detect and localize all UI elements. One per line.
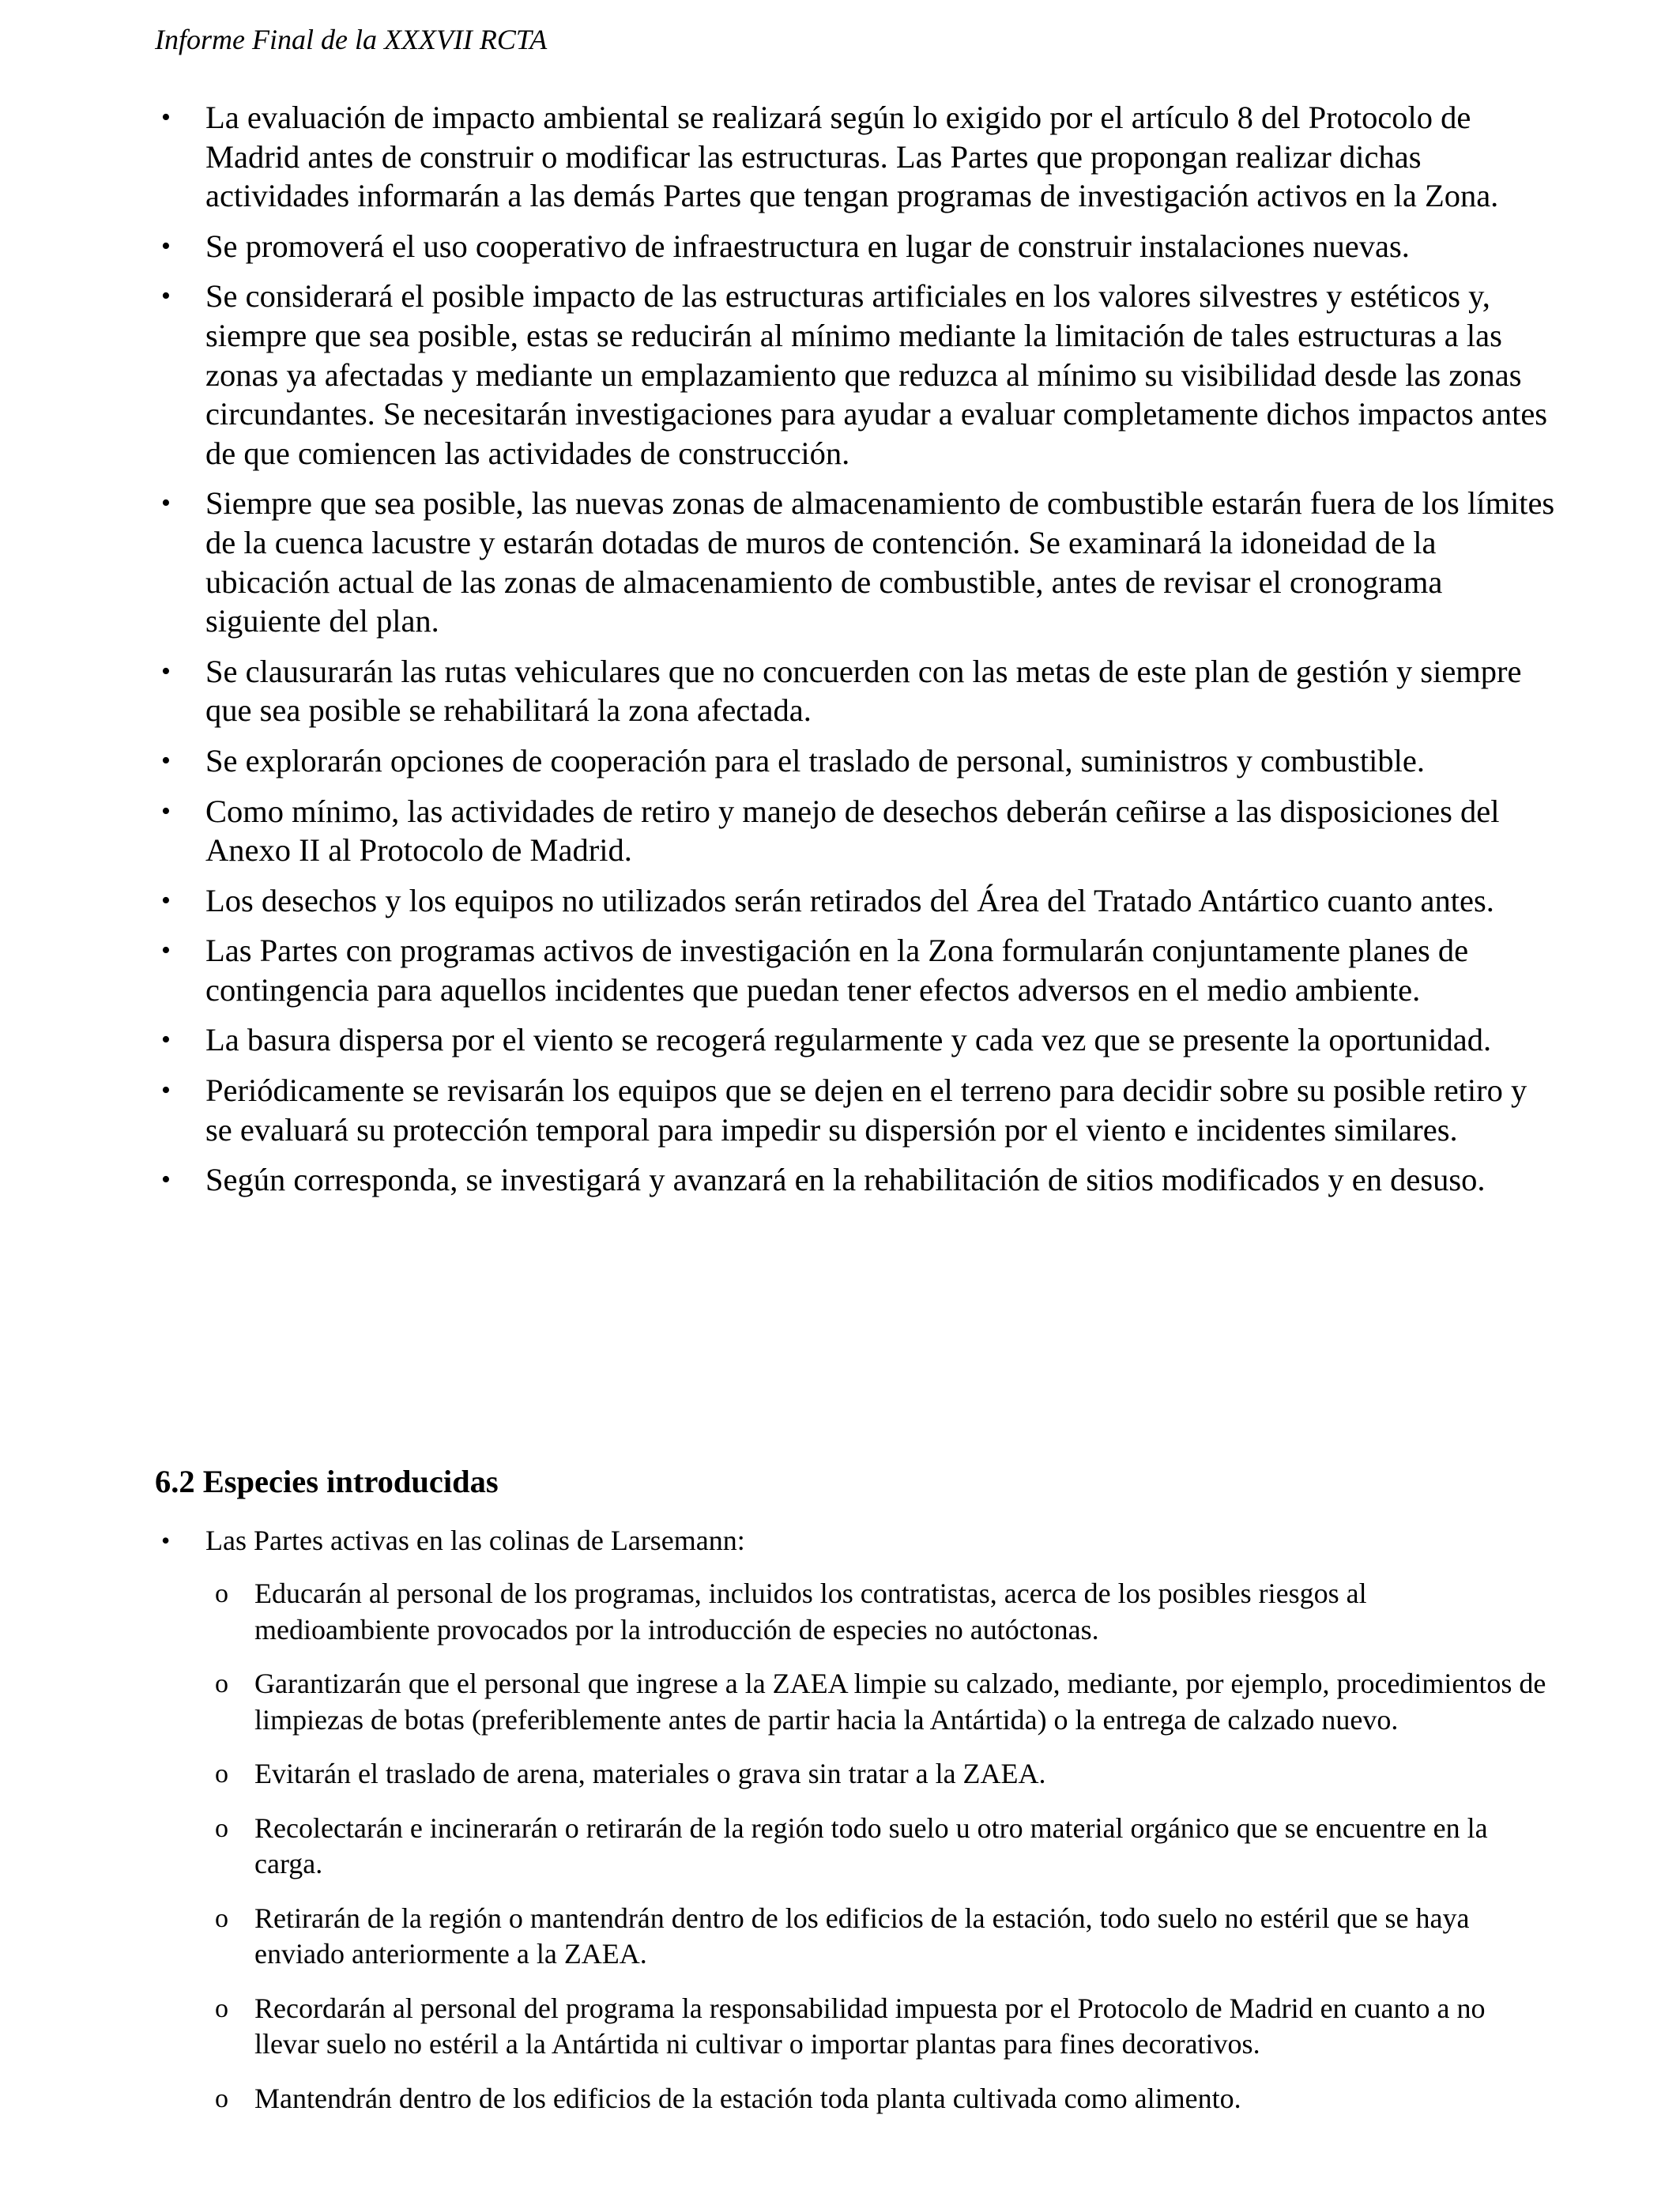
sub-list-item-text: Recordarán al personal del programa la responsabilidad impuesta por el Protocolo de Madrid en cuanto a no llevar suelo no estéril a la Antártida ni cultivar o importar plantas para fines decorativos. [254,1992,1486,2060]
sub-list-item [205,2081,1549,2117]
list-item [155,931,1561,1009]
sub-list-item-text: Garantizarán que el personal que ingrese a la ZAEA limpie su calzado, mediante, por ejemplo, procedimientos de limpiezas de botas (preferiblemente antes de partir hacia la Antártida) o la entrega de calzado nuevo. [254,1668,1546,1736]
section-heading: 6.2 Especies introducidas [155,1464,499,1499]
bullet-icon: • [161,885,171,915]
sub-list-item [205,1991,1549,2063]
introduced-species-sub-list [205,1576,1549,2135]
list-item-text: Las Partes con programas activos de investigación en la Zona formularán conjuntamente planes de contingencia para aquellos incidentes que puedan tener efectos adversos en el medio ambiente. [205,933,1469,1008]
bullet-icon: • [161,656,171,686]
list-item-text: La basura dispersa por el viento se recogerá regularmente y cada vez que se presente la oportunidad. [205,1022,1492,1058]
circle-bullet-icon: o [215,1759,228,1789]
list-item-text: Se explorarán opciones de cooperación para el traslado de personal, suministros y combustible. [205,742,1426,778]
list-item-text: Se clausurarán las rutas vehiculares que no concuerden con las metas de este plan de gestión y siempre que sea posible se rehabilitará la zona afectada. [205,653,1522,729]
list-item [155,881,1561,921]
list-item [155,741,1561,781]
section-intro-list [155,1522,1561,1559]
list-item-text: Las Partes activas en las colinas de Larsemann: [205,1525,745,1556]
sub-list-item [205,1901,1549,1973]
sub-list-item [205,1756,1549,1793]
list-item-text: Se promoverá el uso cooperativo de infraestructura en lugar de construir instalaciones nuevas. [205,228,1410,264]
running-header: Informe Final de la XXXVII RCTA [155,24,548,55]
list-item [155,792,1561,870]
list-item [155,227,1561,266]
list-item [155,652,1561,730]
bullet-icon: • [161,745,171,775]
list-item [155,484,1561,640]
bullet-icon: • [161,936,171,966]
bullet-icon: • [161,281,171,311]
circle-bullet-icon: o [215,1993,228,2023]
list-item-text: Como mínimo, las actividades de retiro y manejo de desechos deberán ceñirse a las disposiciones del Anexo II al Protocolo de Madrid. [205,793,1500,869]
list-item [155,1020,1561,1060]
sub-list-item [205,1576,1549,1648]
bullet-icon: • [161,1526,171,1555]
circle-bullet-icon: o [215,1903,228,1933]
list-item-text: Se considerará el posible impacto de las estructuras artificiales en los valores silvestres y estéticos y, siempre que sea posible, estas se reducirán al mínimo mediante la limitación de tales estructuras a las zonas ya afectadas y mediante un emplazamiento que reduzca al mínimo su visibilidad desde las zonas circundantes. Se necesitarán investigaciones para ayudar a evaluar completamente dichos impactos antes de que comiencen las actividades de construcción. [205,278,1548,471]
bullet-icon: • [161,488,171,518]
sub-list-item-text: Evitarán el traslado de arena, materiales o grava sin tratar a la ZAEA. [254,1758,1046,1789]
sub-list-item [205,1666,1549,1738]
list-item [155,1522,1561,1559]
list-item [155,1160,1561,1200]
bullet-icon: • [161,1165,171,1195]
management-measures-list [155,98,1561,1211]
sub-list-item-text: Educarán al personal de los programas, incluidos los contratistas, acerca de los posibles riesgos al medioambiente provocados por la introducción de especies no autóctonas. [254,1578,1367,1646]
circle-bullet-icon: o [215,2083,228,2113]
list-item [155,277,1561,473]
bullet-icon: • [161,1025,171,1055]
list-item-text: Siempre que sea posible, las nuevas zonas de almacenamiento de combustible estarán fuera de los límites de la cuenca lacustre y estarán dotadas de muros de contención. Se examinará la idoneidad de la ubicación actual de las zonas de almacenamiento de combustible, antes de revisar el cronograma siguiente del plan. [205,485,1555,639]
sub-list-item-text: Recolectarán e incinerarán o retirarán de la región todo suelo u otro material orgánico que se encuentre en la carga. [254,1811,1488,1879]
circle-bullet-icon: o [215,1579,228,1608]
list-item-text: Según corresponda, se investigará y avanzará en la rehabilitación de sitios modificados y en desuso. [205,1162,1486,1198]
bullet-icon: • [161,103,171,132]
list-item-text: Los desechos y los equipos no utilizados serán retirados del Área del Tratado Antártico cuanto antes. [205,882,1494,918]
sub-list-item-text: Mantendrán dentro de los edificios de la estación toda planta cultivada como alimento. [254,2082,1241,2114]
sub-list-item-text: Retirarán de la región o mantendrán dentro de los edificios de la estación, todo suelo no estéril que se haya enviado anteriormente a la ZAEA. [254,1902,1470,1970]
bullet-icon: • [161,1076,171,1106]
list-item [155,1071,1561,1149]
circle-bullet-icon: o [215,1669,228,1698]
list-item [155,98,1561,216]
bullet-icon: • [161,231,171,261]
circle-bullet-icon: o [215,1813,228,1843]
list-item-text: Periódicamente se revisarán los equipos que se dejen en el terreno para decidir sobre su posible retiro y se evaluará su protección temporal para impedir su dispersión por el viento e incidentes similares. [205,1072,1527,1148]
list-item-text: La evaluación de impacto ambiental se realizará según lo exigido por el artículo 8 del Protocolo de Madrid antes de construir o modificar las estructuras. Las Partes que propongan realizar dichas actividades informarán a las demás Partes que tengan programas de investigación activos en la Zona. [205,100,1499,214]
sub-list-item [205,1811,1549,1883]
bullet-icon: • [161,796,171,826]
